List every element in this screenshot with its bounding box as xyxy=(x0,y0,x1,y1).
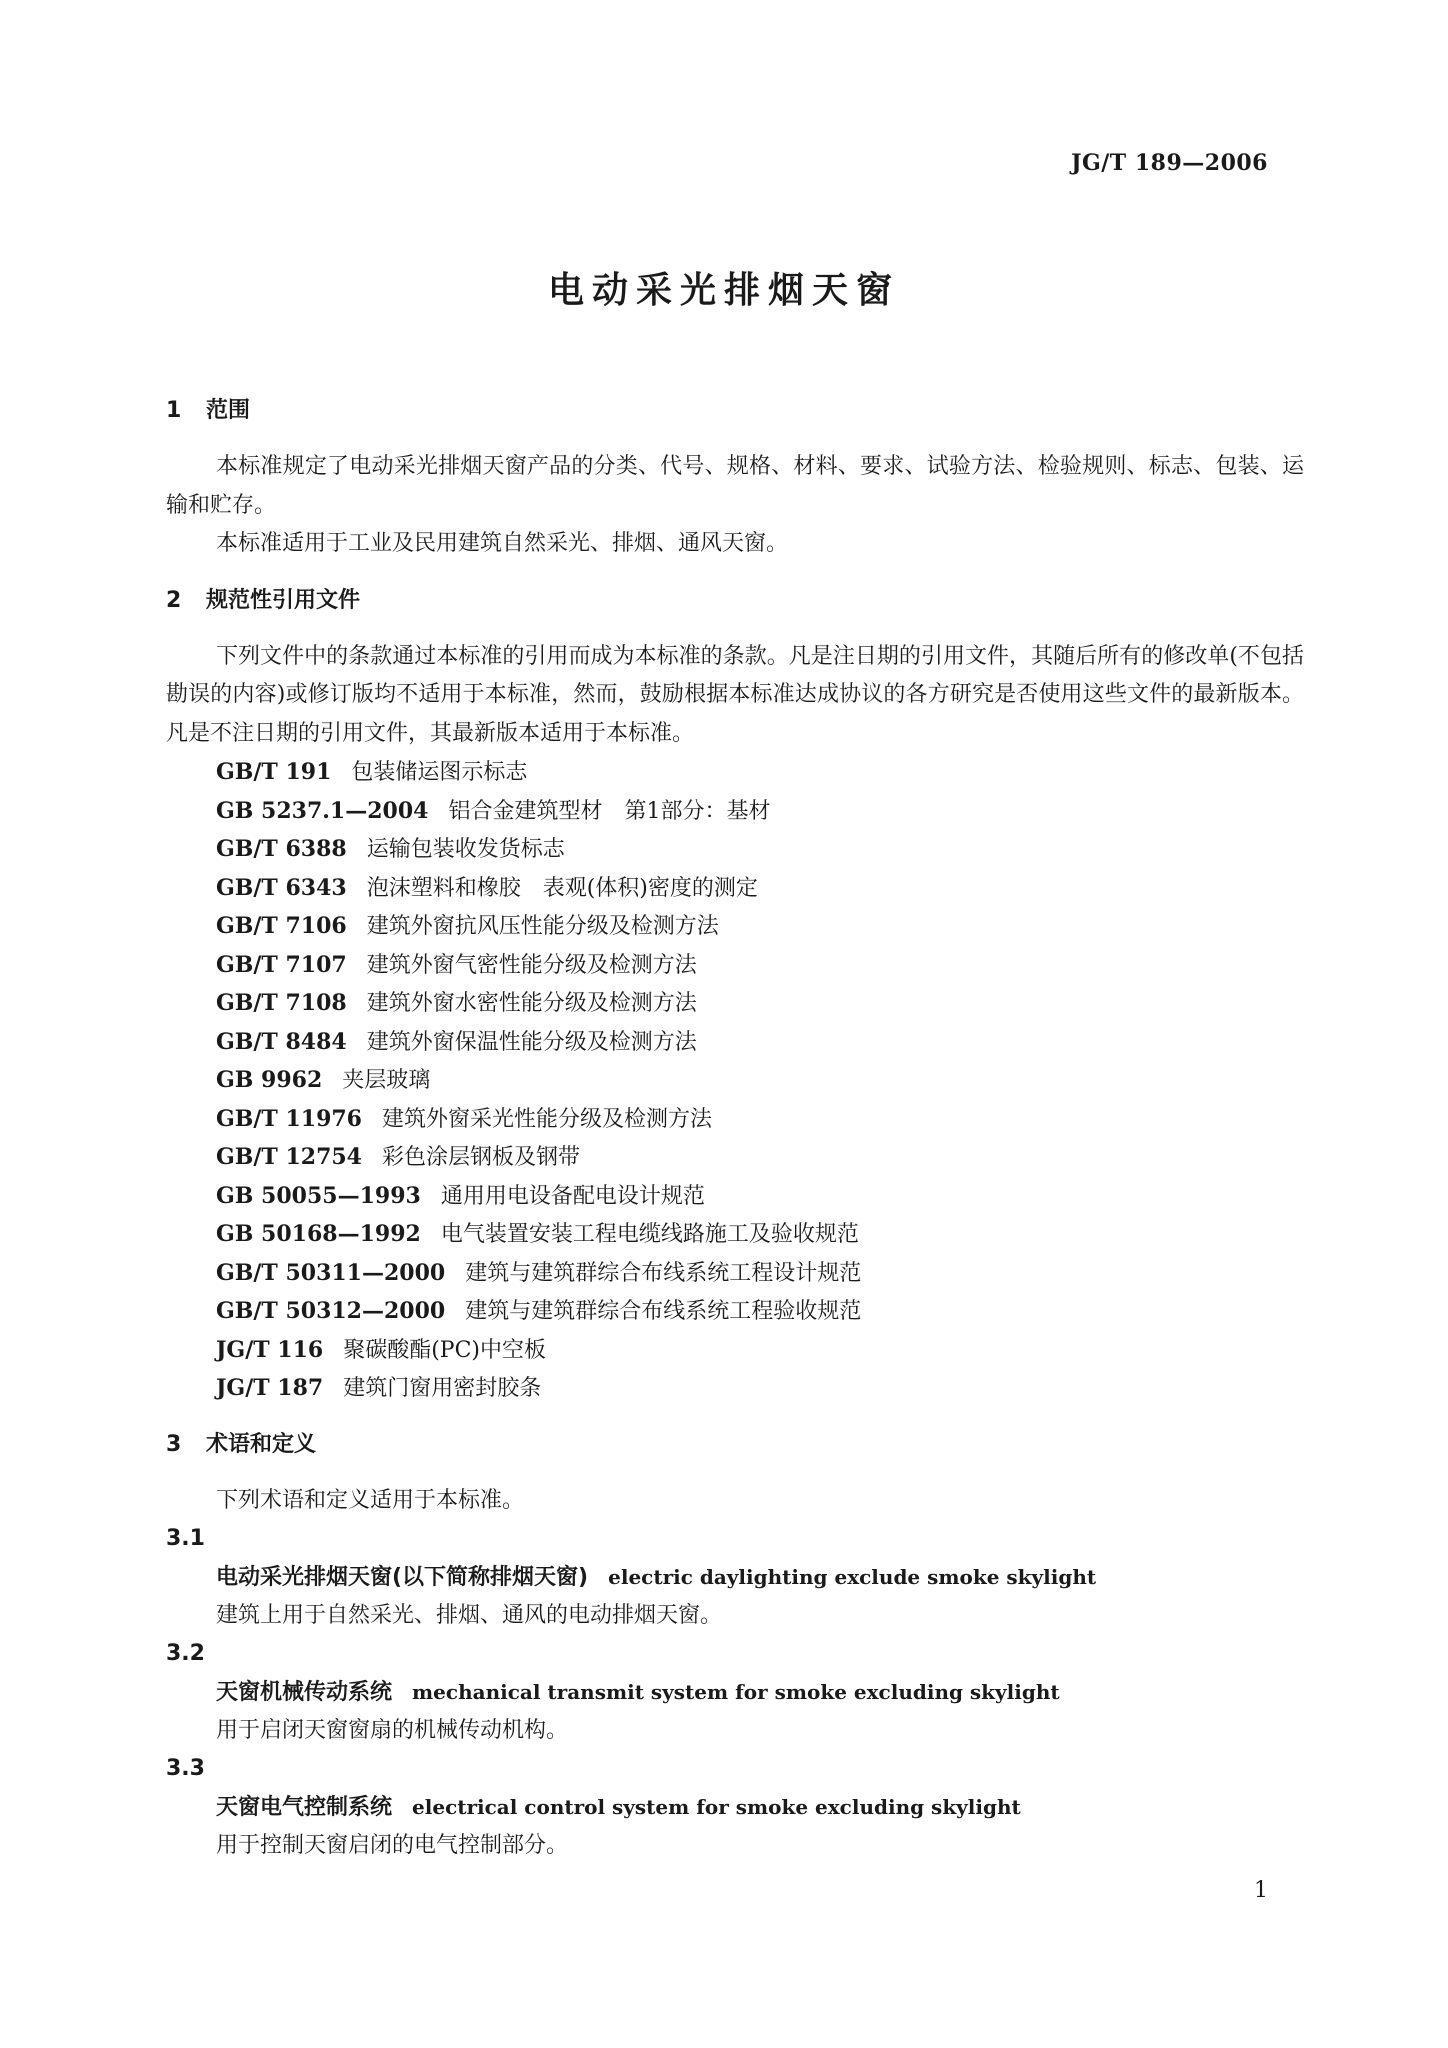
reference-title: 运输包装收发货标志 xyxy=(366,837,565,862)
reference-title: 聚碳酸酯(PC)中空板 xyxy=(343,1337,546,1363)
reference-item xyxy=(216,1100,1304,1139)
reference-title: 建筑外窗气密性能分级及检测方法 xyxy=(366,952,697,978)
reference-title: 彩色涂层钢板及钢带 xyxy=(382,1145,581,1170)
term-chinese: 天窗电气控制系统 xyxy=(216,1795,393,1820)
section-title: 规范性引用文件 xyxy=(206,587,361,613)
term-number: 3.1 xyxy=(166,1526,205,1551)
section-number: 1 xyxy=(166,398,182,423)
reference-title: 建筑外窗水密性能分级及检测方法 xyxy=(366,991,697,1016)
document-title: 电动采光排烟天窗 xyxy=(547,270,900,311)
reference-item xyxy=(216,1292,1304,1331)
section-number: 2 xyxy=(166,587,182,613)
reference-code: GB 5237.1—2004 xyxy=(216,797,429,824)
reference-title: 包装储运图示标志 xyxy=(351,760,528,785)
reference-title: 建筑外窗采光性能分级及检测方法 xyxy=(382,1106,713,1132)
reference-code: GB/T 12754 xyxy=(216,1144,362,1170)
reference-item xyxy=(216,753,1304,792)
term-english: electric daylighting exclude smoke skylight xyxy=(608,1565,1097,1589)
reference-code: GB/T 7106 xyxy=(216,913,347,939)
reference-title: 建筑外窗抗风压性能分级及检测方法 xyxy=(366,914,719,939)
reference-item xyxy=(216,1254,1304,1293)
reference-code: GB 9962 xyxy=(216,1067,323,1093)
term-english: electrical control system for smoke excluding skylight xyxy=(412,1795,1021,1819)
reference-code: GB/T 191 xyxy=(216,759,332,785)
reference-item xyxy=(216,1215,1304,1254)
reference-code: GB/T 50311—2000 xyxy=(216,1259,446,1286)
reference-code: GB/T 7107 xyxy=(216,951,347,978)
paragraph: 本标准规定了电动采光排烟天窗产品的分类、代号、规格、材料、要求、试验方法、检验规则、标志、包装、运输和贮存。 xyxy=(166,454,1304,518)
reference-code: JG/T 187 xyxy=(216,1375,324,1401)
reference-code: GB/T 50312—2000 xyxy=(216,1298,446,1324)
reference-code: GB/T 8484 xyxy=(216,1028,347,1055)
reference-title: 电气装置安装工程电缆线路施工及验收规范 xyxy=(440,1222,859,1247)
term-number: 3.3 xyxy=(166,1756,205,1781)
term-chinese: 电动采光排烟天窗(以下简称排烟天窗) xyxy=(216,1565,589,1590)
term-definition: 用于启闭天窗窗扇的机械传动机构。 xyxy=(216,1717,569,1743)
reference-code: GB/T 7108 xyxy=(216,990,347,1016)
reference-item xyxy=(216,907,1304,946)
reference-item xyxy=(216,1023,1304,1062)
term-english: mechanical transmit system for smoke excluding skylight xyxy=(412,1680,1060,1704)
reference-title: 建筑与建筑群综合布线系统工程设计规范 xyxy=(465,1260,862,1286)
term-heading xyxy=(166,1558,1304,1597)
paragraph: 下列文件中的条款通过本标准的引用而成为本标准的条款。凡是注日期的引用文件，其随后所有的修改单(不包括勘误的内容)或修订版均不适用于本标准，然而，鼓励根据本标准达成协议的各方研究是否使用这些文件的最新版本。凡是不注日期的引用文件，其最新版本适用于本标准。 xyxy=(166,643,1304,746)
reference-item xyxy=(216,1369,1304,1408)
reference-code: GB/T 6388 xyxy=(216,836,347,862)
reference-item xyxy=(216,1138,1304,1177)
reference-code: GB/T 11976 xyxy=(216,1105,362,1132)
term-definition: 建筑上用于自然采光、排烟、通风的电动排烟天窗。 xyxy=(216,1602,723,1628)
reference-item xyxy=(216,1177,1304,1216)
section-2-heading xyxy=(166,582,1304,620)
reference-title: 建筑与建筑群综合布线系统工程验收规范 xyxy=(465,1299,862,1324)
document-body xyxy=(166,392,1304,1865)
reference-title: 通用用电设备配电设计规范 xyxy=(440,1183,705,1209)
section-number: 3 xyxy=(166,1431,182,1457)
term-heading xyxy=(166,1673,1304,1712)
reference-item xyxy=(216,1061,1304,1100)
term-chinese: 天窗机械传动系统 xyxy=(216,1680,393,1705)
reference-code: JG/T 116 xyxy=(216,1336,324,1363)
reference-title: 泡沫塑料和橡胶 表观(体积)密度的测定 xyxy=(366,875,758,901)
reference-item xyxy=(216,830,1304,869)
page-number: 1 xyxy=(1254,1878,1268,1903)
term-number: 3.2 xyxy=(166,1641,205,1666)
reference-title: 夹层玻璃 xyxy=(342,1068,431,1093)
reference-item xyxy=(216,792,1304,831)
term-definition: 用于控制天窗启闭的电气控制部分。 xyxy=(216,1832,569,1858)
reference-code: GB/T 6343 xyxy=(216,874,347,901)
section-1-heading xyxy=(166,392,1304,430)
reference-code: GB 50168—1992 xyxy=(216,1221,421,1247)
reference-code: GB 50055—1993 xyxy=(216,1182,421,1209)
reference-item xyxy=(216,946,1304,985)
reference-title: 铝合金建筑型材 第1部分：基材 xyxy=(448,798,771,824)
reference-title: 建筑门窗用密封胶条 xyxy=(343,1376,542,1401)
reference-item xyxy=(216,984,1304,1023)
reference-item xyxy=(216,1331,1304,1370)
standard-code: JG/T 189—2006 xyxy=(1071,150,1268,176)
paragraph: 本标准适用于工业及民用建筑自然采光、排烟、通风天窗。 xyxy=(216,531,789,556)
section-title: 术语和定义 xyxy=(206,1431,317,1457)
reference-list xyxy=(166,753,1304,1408)
section-title: 范围 xyxy=(206,398,251,423)
section-3-heading xyxy=(166,1426,1304,1464)
reference-item xyxy=(216,869,1304,908)
paragraph: 下列术语和定义适用于本标准。 xyxy=(216,1487,525,1513)
term-heading xyxy=(166,1788,1304,1827)
reference-title: 建筑外窗保温性能分级及检测方法 xyxy=(366,1029,697,1055)
